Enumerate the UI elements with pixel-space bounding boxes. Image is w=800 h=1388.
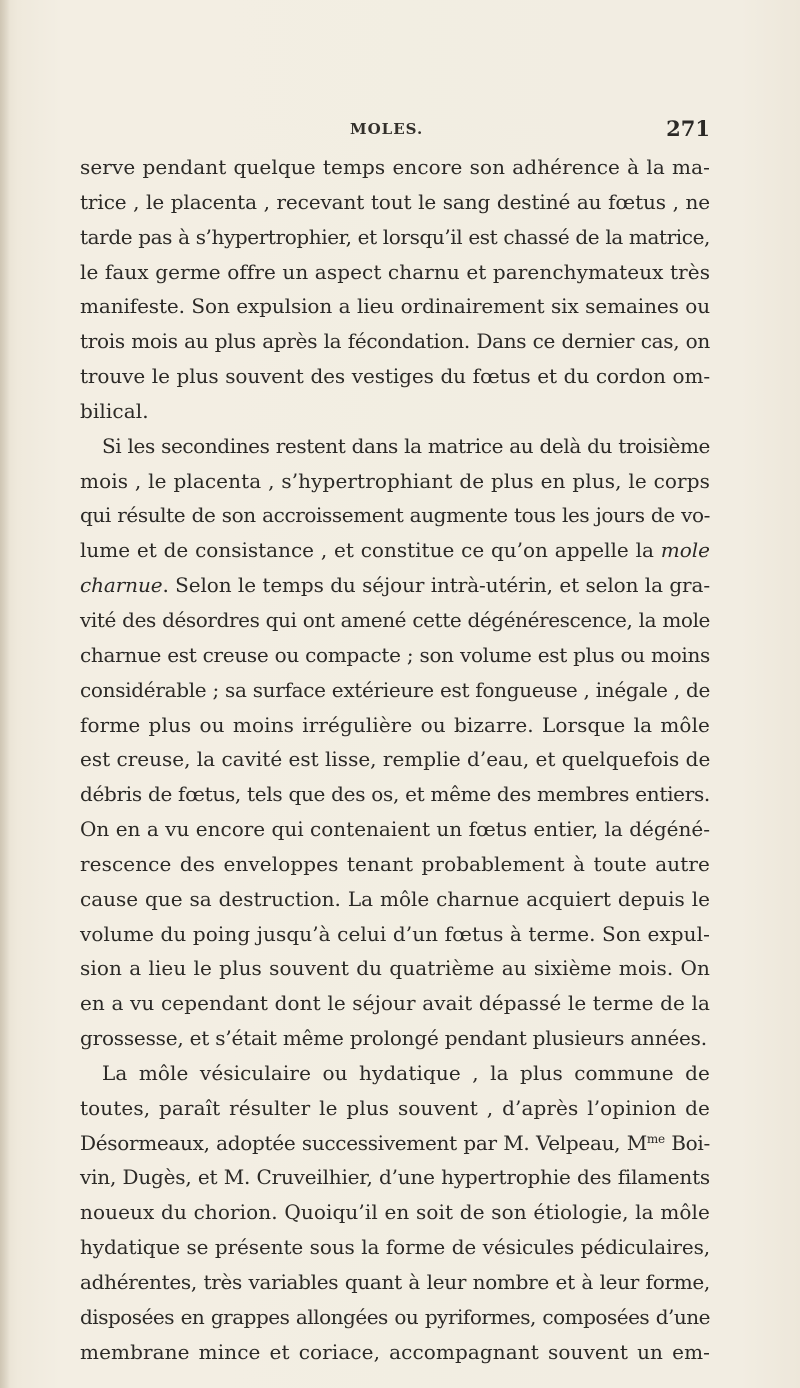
- text-line: charnue est creuse ou compacte ; son volume est plus ou moins: [80, 642, 710, 667]
- text-line: trouve le plus souvent des vestiges du fœtus et du cordon om-: [80, 364, 710, 389]
- text-line: considérable ; sa surface extérieure est fongueuse , inégale , de: [80, 677, 710, 702]
- text-line: trice , le placenta , recevant tout le sang destiné au fœtus , ne: [80, 189, 710, 214]
- body-text: [80, 150, 710, 1370]
- superscript-me: me: [646, 1131, 665, 1146]
- paragraph-start-line: Si les secondines restent dans la matrice au delà du troisième: [102, 433, 710, 458]
- text-line: débris de fœtus, tels que des os, et même des membres entiers.: [80, 782, 710, 807]
- text-line: membrane mince et coriace, accompagnant souvent un em-: [80, 1339, 710, 1364]
- text-line: est creuse, la cavité est lisse, remplie d’eau, et quelquefois de: [80, 747, 711, 772]
- text-line: cause que sa destruction. La môle charnue acquiert depuis le: [80, 886, 710, 911]
- text-line: vité des désordres qui ont amené cette dégénérescence, la mole: [80, 607, 710, 632]
- text-line: rescence des enveloppes tenant probablement à toute autre: [80, 851, 710, 876]
- text-line: toutes, paraît résulter le plus souvent , d’après l’opinion de: [80, 1095, 710, 1120]
- running-head: [80, 116, 710, 146]
- text-segment: lume et de consistance , et constitue ce qu’on appelle la: [80, 538, 654, 563]
- text-line: tarde pas à s’hypertrophier, et lorsqu’il est chassé de la matrice,: [80, 224, 710, 249]
- text-line: disposées en grappes allongées ou pyriformes, composées d’une: [80, 1304, 710, 1329]
- text-line: noueux du chorion. Quoiqu’il en soit de son étiologie, la môle: [80, 1200, 710, 1225]
- text-line: [80, 1126, 710, 1161]
- page-gutter-shadow: [0, 0, 10, 1388]
- italic-term-mole: mole: [660, 538, 710, 563]
- text-line: mois , le placenta , s’hypertrophiant de plus en plus, le corps: [80, 468, 710, 493]
- text-line: [80, 533, 710, 568]
- text-line: hydatique se présente sous la forme de vésicules pédiculaires,: [80, 1235, 710, 1260]
- paragraph-start-line: La môle vésiculaire ou hydatique , la plus commune de: [102, 1060, 710, 1085]
- text-segment: . Selon le temps du séjour intrà-utérin, et selon la gra-: [162, 573, 710, 598]
- text-line: forme plus ou moins irrégulière ou bizarre. Lorsque la môle: [80, 712, 710, 737]
- text-line: volume du poing jusqu’à celui d’un fœtus à terme. Son expul-: [80, 921, 710, 946]
- text-line: adhérentes, très variables quant à leur nombre et à leur forme,: [80, 1270, 710, 1294]
- text-line: manifeste. Son expulsion a lieu ordinairement six semaines ou: [80, 294, 710, 319]
- text-line: trois mois au plus après la fécondation. Dans ce dernier cas, on: [80, 329, 710, 354]
- text-line: serve pendant quelque temps encore son adhérence à la ma-: [80, 155, 710, 179]
- text-segment: Désormeaux, adoptée successivement par M. Velpeau, M: [80, 1130, 647, 1155]
- text-line: vin, Dugès, et M. Cruveilhier, d’une hypertrophie des filaments: [80, 1165, 710, 1190]
- page-number: 271: [666, 116, 710, 141]
- text-line: qui résulte de son accroissement augmente tous les jours de vo-: [80, 503, 710, 528]
- text-segment: Boi-: [664, 1130, 710, 1155]
- running-title: MOLES.: [350, 120, 424, 138]
- text-line: [80, 568, 710, 603]
- text-line: On en a vu encore qui contenaient un fœtus entier, la dégéné-: [80, 817, 710, 842]
- text-line: bilical.: [80, 398, 149, 423]
- text-line: grossesse, et s’était même prolongé pendant plusieurs années.: [80, 1026, 707, 1051]
- text-line: sion a lieu le plus souvent du quatrième au sixième mois. On: [80, 956, 710, 981]
- italic-term-charnue: charnue: [80, 573, 163, 598]
- text-line: en a vu cependant dont le séjour avait dépassé le terme de la: [80, 991, 710, 1016]
- text-line: le faux germe offre un aspect charnu et parenchymateux très: [80, 259, 711, 284]
